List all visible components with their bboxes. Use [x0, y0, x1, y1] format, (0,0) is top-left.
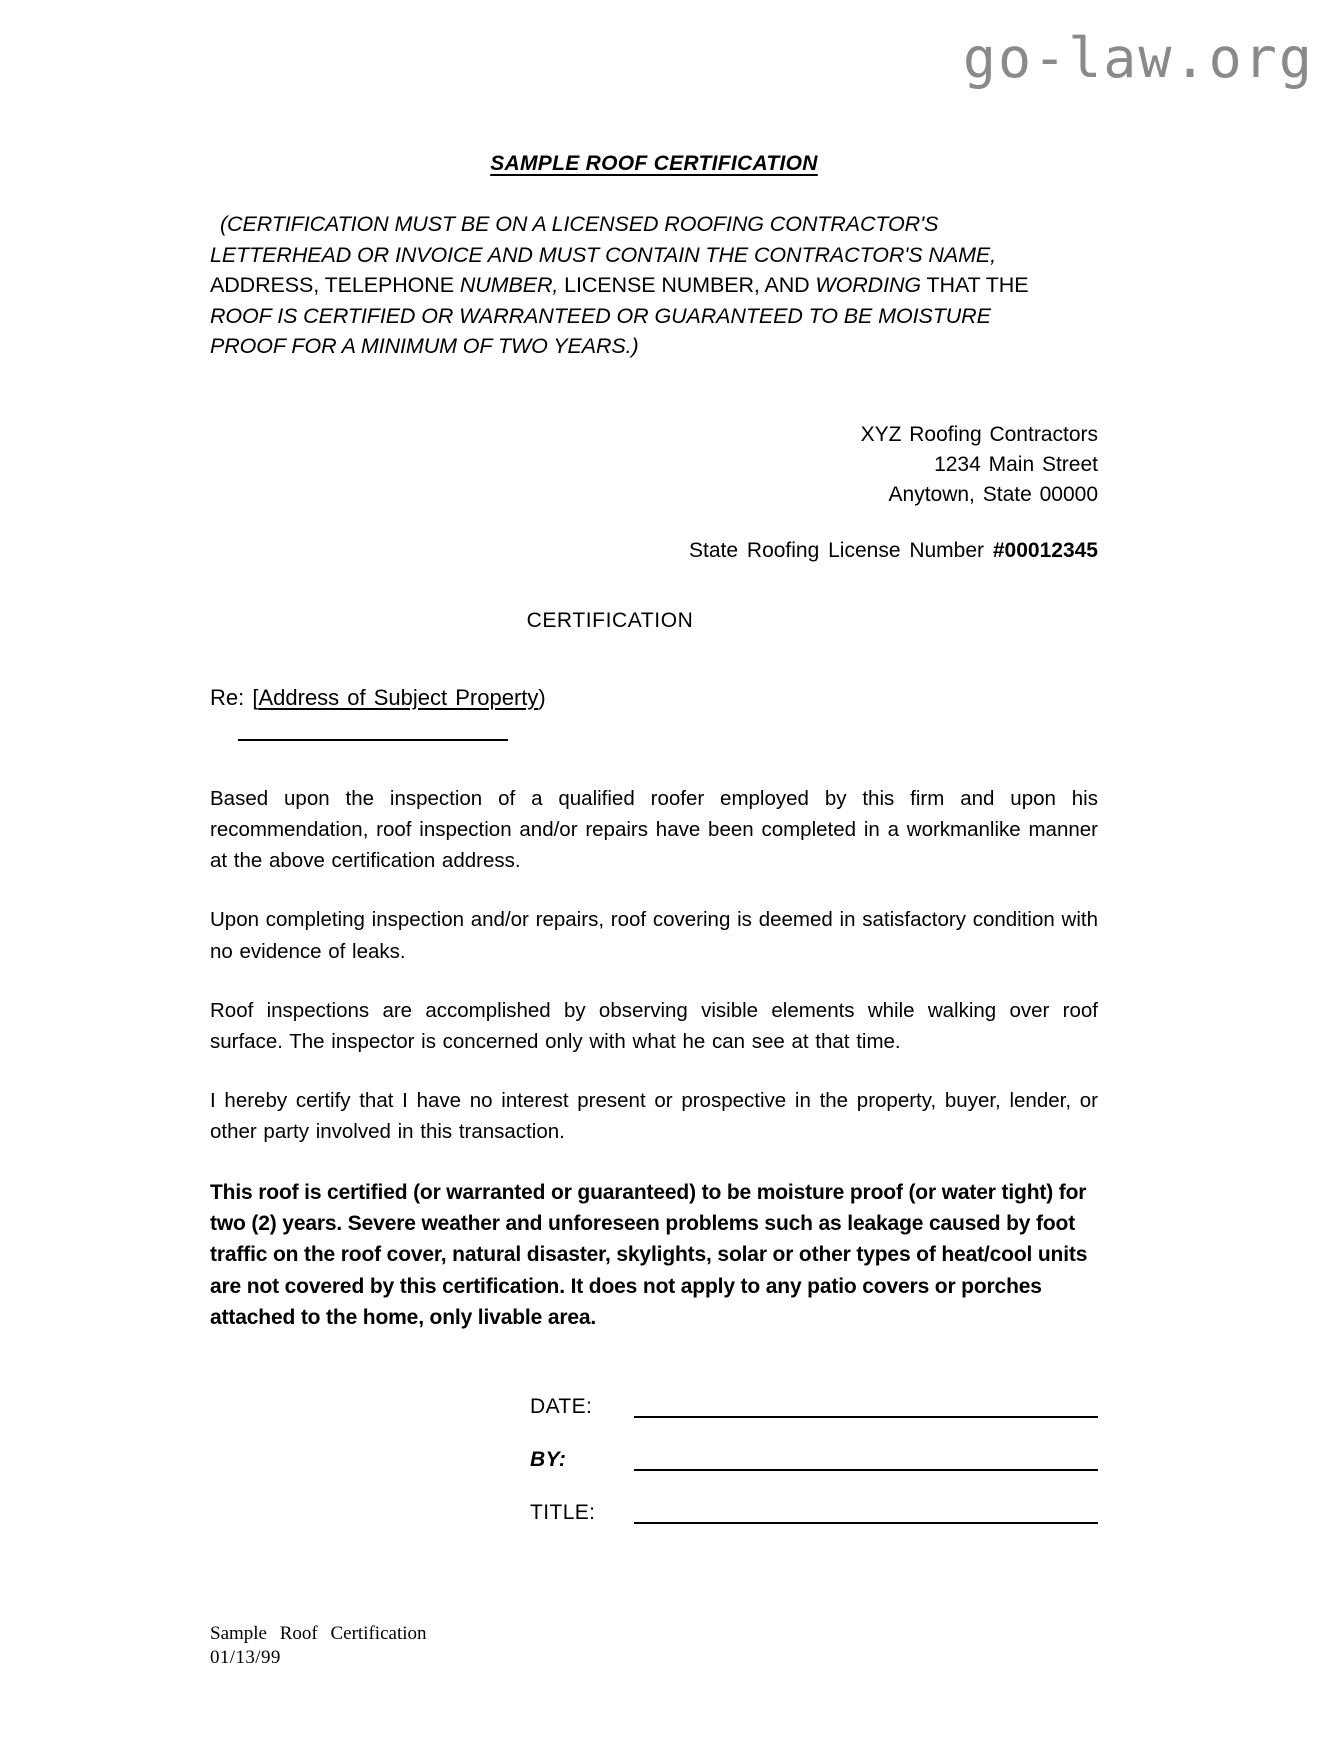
company-street: 1234 Main Street	[934, 453, 1098, 477]
license-number: #00012345	[992, 538, 1098, 562]
body-paragraph-4: I hereby certify that I have no interest present or prospective in the property, buyer, lender, or other party involved in this transaction.	[210, 1088, 1098, 1144]
signature-block	[210, 1333, 1098, 1527]
company-name: XYZ Roofing Contractors	[860, 422, 1098, 446]
re-prefix: Re: [	[210, 684, 259, 710]
signature-row-date	[530, 1395, 1098, 1421]
by-input-line[interactable]	[634, 1469, 1098, 1471]
notice-line-3d: WORDING	[815, 273, 922, 298]
footer-title: Sample Roof Certification	[210, 1622, 427, 1644]
document-content	[210, 0, 1098, 1671]
warranty-bold-paragraph: This roof is certified (or warranted or guaranteed) to be moisture proof (or water tight) for two (2) years. Severe weather and unforeseen problems such as leakage caused by foot traffic on the roof cover, natural disaster, skylights, solar or other types of heat/cool units are not covered by this certification. It does not apply to any patio covers or porches attached to the home, only livable area.	[210, 1181, 1088, 1329]
re-line	[210, 633, 1098, 711]
address-blank-line	[210, 711, 1098, 741]
notice-line-1: (CERTIFICATION MUST BE ON A LICENSED ROOFING CONTRACTOR'S	[220, 212, 939, 236]
certification-notice	[210, 176, 1098, 362]
body-paragraph-1: Based upon the inspection of a qualified roofer employed by this firm and upon his recommendation, roof inspection and/or repairs have been completed in a workmanlike manner at the above certification address.	[210, 786, 1098, 873]
notice-line-3e: THAT THE	[921, 273, 1029, 298]
site-watermark: go-law.org	[962, 26, 1314, 90]
notice-line-2: LETTERHEAD OR INVOICE AND MUST CONTAIN THE CONTRACTOR'S NAME,	[210, 242, 996, 267]
date-input-line[interactable]	[634, 1416, 1098, 1418]
title-label: TITLE:	[530, 1500, 596, 1524]
re-subject-property: Address of Subject Property	[258, 684, 539, 710]
re-suffix: )	[538, 684, 546, 710]
notice-line-3b: NUMBER,	[459, 273, 559, 298]
notice-line-3c: LICENSE NUMBER, AND	[558, 273, 816, 298]
license-label: State Roofing License Number	[689, 538, 985, 562]
notice-line-5: PROOF FOR A MINIMUM OF TWO YEARS.)	[210, 334, 639, 359]
page-footer	[210, 1554, 1098, 1671]
company-city-state-zip: Anytown, State 00000	[888, 483, 1098, 507]
notice-line-4: ROOF IS CERTIFIED OR WARRANTEED OR GUARANTEED TO BE MOISTURE	[210, 303, 991, 328]
footer-date: 01/13/99	[210, 1647, 281, 1669]
date-label: DATE:	[530, 1394, 593, 1418]
by-label: BY:	[530, 1447, 567, 1471]
signature-row-title	[530, 1501, 1098, 1527]
letterhead-address-block	[210, 362, 1098, 511]
page-title: SAMPLE ROOF CERTIFICATION	[490, 152, 818, 175]
signature-row-by	[530, 1448, 1098, 1474]
notice-line-3a: ADDRESS, TELEPHONE	[210, 273, 460, 298]
license-line	[210, 511, 1098, 563]
body-paragraph-3: Roof inspections are accomplished by observing visible elements while walking over roof surface. The inspector is concerned only with what he can see at that time.	[210, 998, 1098, 1053]
certification-heading: CERTIFICATION	[526, 608, 694, 632]
title-input-line[interactable]	[634, 1522, 1098, 1524]
body-paragraph-2: Upon completing inspection and/or repairs, roof covering is deemed in satisfactory condition with no evidence of leaks.	[210, 908, 1098, 963]
